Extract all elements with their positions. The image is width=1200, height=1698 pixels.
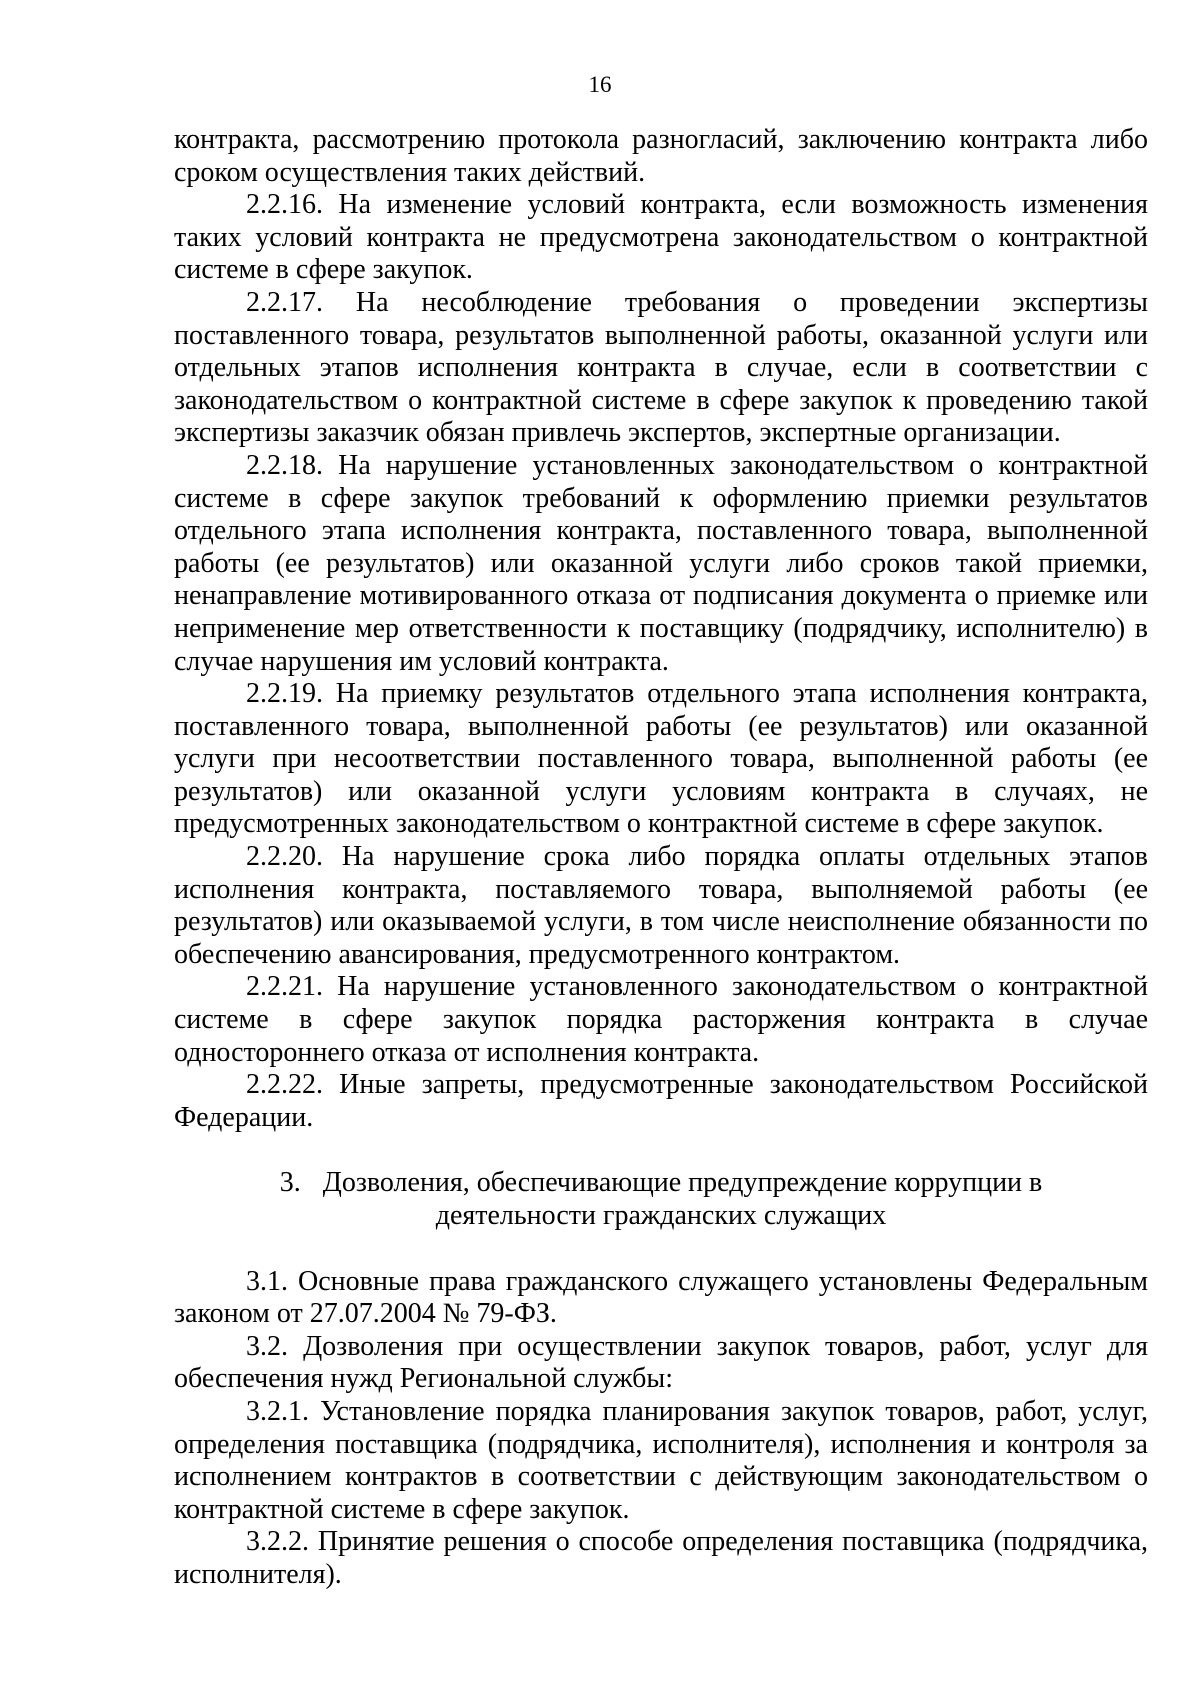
paragraph-3-2: 3.2. Дозволения при осуществлении закупок товаров, работ, услуг для обеспечения нужд Региональной службы: [174, 1330, 1148, 1395]
section-title: Дозволения, обеспечивающие предупреждение коррупции в деятельности гражданских служащих [322, 1167, 1043, 1231]
section-number: 3. [279, 1167, 301, 1199]
paragraph-3-2-2: 3.2.2. Принятие решения о способе определения поставщика (подрядчика, исполнителя). [174, 1526, 1148, 1590]
section-heading [174, 1167, 1148, 1232]
paragraph-2-2-18: 2.2.18. На нарушение установленных законодательством о контрактной системе в сфере закупок требований к оформлению приемки результатов отдельного этапа исполнения контракта, поставленного товара, выполненной работы (ее результатов) или оказанной услуги либо сроков такой приемки, ненаправление мотивированного отказа от подписания документа о приемке или неприменение мер ответственности к поставщику (подрядчику, исполнителю) в случае нарушения им условий контракта. [174, 449, 1148, 677]
paragraph-2-2-19: 2.2.19. На приемку результатов отдельного этапа исполнения контракта, поставленного товара, выполненной работы (ее результатов) или оказанной услуги при несоответствии поставленного товара, выполненной работы (ее результатов) или оказанной услуги условиям контракта в случаях, не предусмотренных законодательством о контрактной системе в сфере закупок. [174, 678, 1148, 840]
paragraph-2-2-16: 2.2.16. На изменение условий контракта, если возможность изменения таких условий контракта не предусмотрена законодательством о контрактной системе в сфере закупок. [174, 189, 1148, 286]
page-number: 16 [588, 72, 612, 97]
document-body [174, 124, 1148, 1592]
paragraph-2-2-21: 2.2.21. На нарушение установленного законодательством о контрактной системе в сфере закупок порядка расторжения контракта в случае одностороннего отказа от исполнения контракта. [174, 971, 1148, 1068]
paragraph-3-2-1: 3.2.1. Установление порядка планирования закупок товаров, работ, услуг, определения поставщика (подрядчика, исполнителя), исполнения и контроля за исполнением контрактов в соответствии с действующим законодательством о контрактной системе в сфере закупок. [174, 1395, 1148, 1525]
paragraph-continuation: контракта, рассмотрению протокола разногласий, заключению контракта либо сроком осуществления таких действий. [174, 124, 1148, 188]
paragraph-2-2-20: 2.2.20. На нарушение срока либо порядка оплаты отдельных этапов исполнения контракта, поставляемого товара, выполняемой работы (ее результатов) или оказываемой услуги, в том числе неисполнение обязанности по обеспечению авансирования, предусмотренного контрактом. [174, 841, 1148, 970]
paragraph-3-1: 3.1. Основные права гражданского служащего установлены Федеральным законом от 27.07.2004 № 79-ФЗ. [174, 1265, 1148, 1330]
paragraph-2-2-17: 2.2.17. На несоблюдение требования о проведении экспертизы поставленного товара, результатов выполненной работы, оказанной услуги или отдельных этапов исполнения контракта в случае, если в соответствии с законодательством о контрактной системе в сфере закупок к проведению такой экспертизы заказчик обязан привлечь экспертов, экспертные организации. [174, 286, 1148, 449]
paragraph-2-2-22: 2.2.22. Иные запреты, предусмотренные законодательством Российской Федерации. [174, 1069, 1148, 1133]
